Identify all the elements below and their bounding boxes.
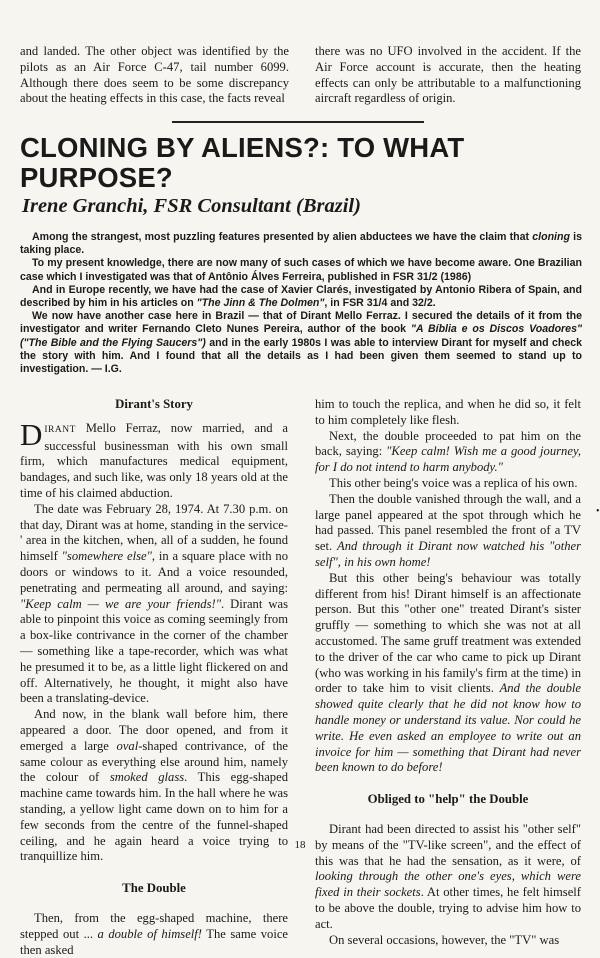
drop-cap: D [20, 416, 43, 452]
body-paragraph: And now, in the blank wall before him, there appeared a door. The door opened, and from it emerged a large oval-shaped contrivance, of the same colour as everything else around him, namely the colour of smoked glass. This egg-shaped machine came towards him. In the hall where he was standing, a yellow light came down on to him for a few seconds from the centre of the funnel-shaped ceiling, and he again heard a voice trying to tranquillize him. [20, 707, 288, 864]
body-paragraph: The date was February 28, 1974. At 7.30 p.m. on that day, Dirant was at home, standing in the service-' area in the kitchen, when, all of a sudden, he found himself "somewhere else", in a square place with no doors or windows to it. And a voice resounded, penetrating and permeating all around, and saying: "Keep calm — we are your friends!". Dirant was able to pinpoint this voice as coming seemingly from a box-like contrivance in the corner of the chamber — something like a tape-recorder, which was what he presumed it to be, as a little light flickered on and off. Alternatively, he thought, it might also have been a translating-device. [20, 501, 288, 706]
intro-paragraph: Among the strangest, most puzzling features presented by alien abductees we have the claim that cloning is taking place. [20, 231, 582, 257]
body-paragraph: Then the double vanished through the wall, and a large panel appeared at the spot through which he had passed. This panel resembled the front of a TV set. And through it Dirant now watched his "other self", in his own home! [315, 491, 582, 569]
left-body-column [20, 397, 288, 958]
section-heading-dirants-story: Dirant's Story [115, 397, 193, 411]
top-right-column [315, 44, 581, 107]
section-heading-the-double: The Double [122, 881, 186, 896]
section-divider [172, 121, 424, 123]
intro-block [20, 231, 582, 376]
section-heading-obliged: Obliged to "help" the Double [367, 792, 529, 807]
page-number: 18 [294, 839, 306, 851]
intro-paragraph: To my present knowledge, there are now many of such cases of which we have become aware. One Brazilian case which I investigated was that of Antônio Álves Ferreira, published in FSR 31/2 (1986) [20, 257, 582, 283]
article-headline: CLONING BY ALIENS?: TO WHAT PURPOSE? [20, 132, 465, 193]
margin-mark: • [596, 506, 600, 517]
body-paragraph: Next, the double proceeded to pat him on the back, saying: "Keep calm! Wish me a good journey, for I do not intend to harm anybody." [315, 428, 581, 475]
intro-paragraph: And in Europe recently, we have had the case of Xavier Clarés, investigated by Antonio Ribera of Spain, and described by him in his articles on "The Jinn & The Dolmen", in FSR 31/4 and 32/2. [20, 283, 582, 310]
body-paragraph: Then, from the egg-shaped machine, there stepped out ... a double of himself! The same voice then asked [20, 910, 288, 957]
body-paragraph: But this other being's behaviour was totally different from his! Dirant himself is an affectionate person. But this "other one" treated Dirant's sister gruffly — something to which she was not at all accustomed. The same gruff treatment was extended to the driver of the car who came to pick up Dirant (who was working in his family's firm at the time) in order to take him to visit clients. And the double showed quite clearly that he did not know how to handle money or understand its value. Nor could he write. He even asked an employee to write out an invoice for him — something that Dirant had never been known to do before! [315, 570, 581, 775]
article-byline: Irene Granchi, FSR Consultant (Brazil) [22, 195, 361, 217]
body-paragraph: On several occasions, however, the "TV" was [329, 932, 560, 947]
top-left-paragraph: and landed. The other object was identified by the pilots as an Air Force C-47, tail number 6099. Although there does seem to be some discrepancy about the heating effects in this case, the facts reveal [20, 44, 289, 106]
body-paragraph: him to touch the replica, and when he did so, it felt to him completely like flesh. [315, 397, 581, 427]
body-paragraph: This other being's voice was a replica of his own. [329, 475, 578, 490]
body-paragraph: DIRANT Mello Ferraz, now married, and a successful businessman with his own small firm, which manufactures medical equipment, bandages, and such like, was only 18 years old at the time of his claimed abduction. [20, 416, 288, 500]
body-paragraph: Dirant had been directed to assist his "other self" by means of the "TV-like screen", and the effect of this was that he had the sensation, as it were, of looking through the other one's eyes, which were fixed in their sockets. At other times, he felt himself to be above the double, trying to advise him how to act. [315, 821, 581, 931]
right-body-column [315, 397, 581, 948]
top-right-paragraph: there was no UFO involved in the accident. If the Air Force account is accurate, then the heating effects can only be attributable to a malfunctioning aircraft regardless of origin. [315, 44, 581, 106]
top-left-column [20, 44, 289, 107]
intro-paragraph: We now have another case here in Brazil — that of Dirant Mello Ferraz. I secured the details of it from the investigator and writer Fernando Cleto Nunes Pereira, author of the book "A Bíblia e os Discos Voadores" ("The Bible and the Flying Saucers") and in the early 1980s I was able to interview Dirant for myself and check the story with him. And I found that all the details as I had been given them seemed to stand up to investigation. — I.G. [20, 310, 582, 376]
